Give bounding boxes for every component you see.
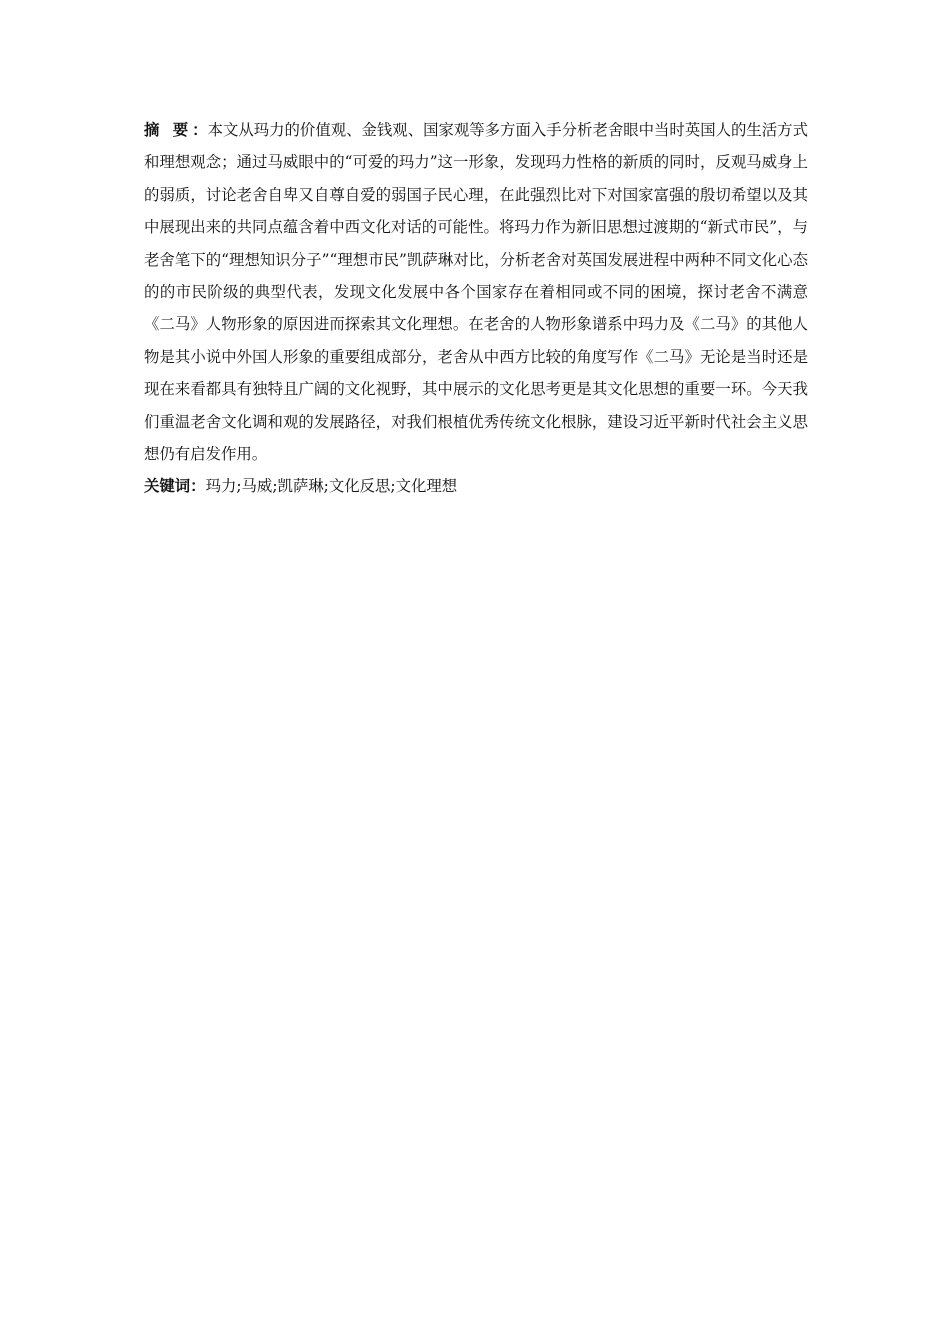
keywords-paragraph [144, 470, 808, 502]
keywords-text: 玛力;马威;凯萨琳;文化反思;文化理想 [205, 477, 458, 496]
keywords-label: 关键词： [144, 477, 206, 496]
abstract-section [144, 114, 808, 503]
abstract-label-colon: ： [192, 121, 208, 139]
abstract-text: 本文从玛力的价值观、金钱观、国家观等多方面入手分析老舍眼中当时英国人的生活方式和理想观念；通过马威眼中的“可爱的玛力”这一形象，发现玛力性格的新质的同时，反观马威身上的弱质，讨论老舍自卑又自尊自爱的弱国子民心理，在此强烈比对下对国家富强的殷切希望以及其中展现出来的共同点蕴含着中西文化对话的可能性。将玛力作为新旧思想过渡期的“新式市民”，与老舍笔下的“理想知识分子”“理想市民”凯萨琳对比，分析老舍对英国发展进程中两种不同文化心态的的市民阶级的典型代表，发现文化发展中各个国家存在着相同或不同的困境，探讨老舍不满意《二马》人物形象的原因进而探索其文化理想。在老舍的人物形象谱系中玛力及《二马》的其他人物是其小说中外国人形象的重要组成部分，老舍从中西方比较的角度写作《二马》无论是当时还是现在来看都具有独特且广阔的文化视野，其中展示的文化思考更是其文化思想的重要一环。今天我们重温老舍文化调和观的发展路径，对我们根植优秀传统文化根脉，建设习近平新时代社会主义思想仍有启发作用。 [144, 121, 808, 464]
abstract-paragraph [144, 114, 808, 470]
abstract-label: 摘 要 [144, 121, 193, 139]
